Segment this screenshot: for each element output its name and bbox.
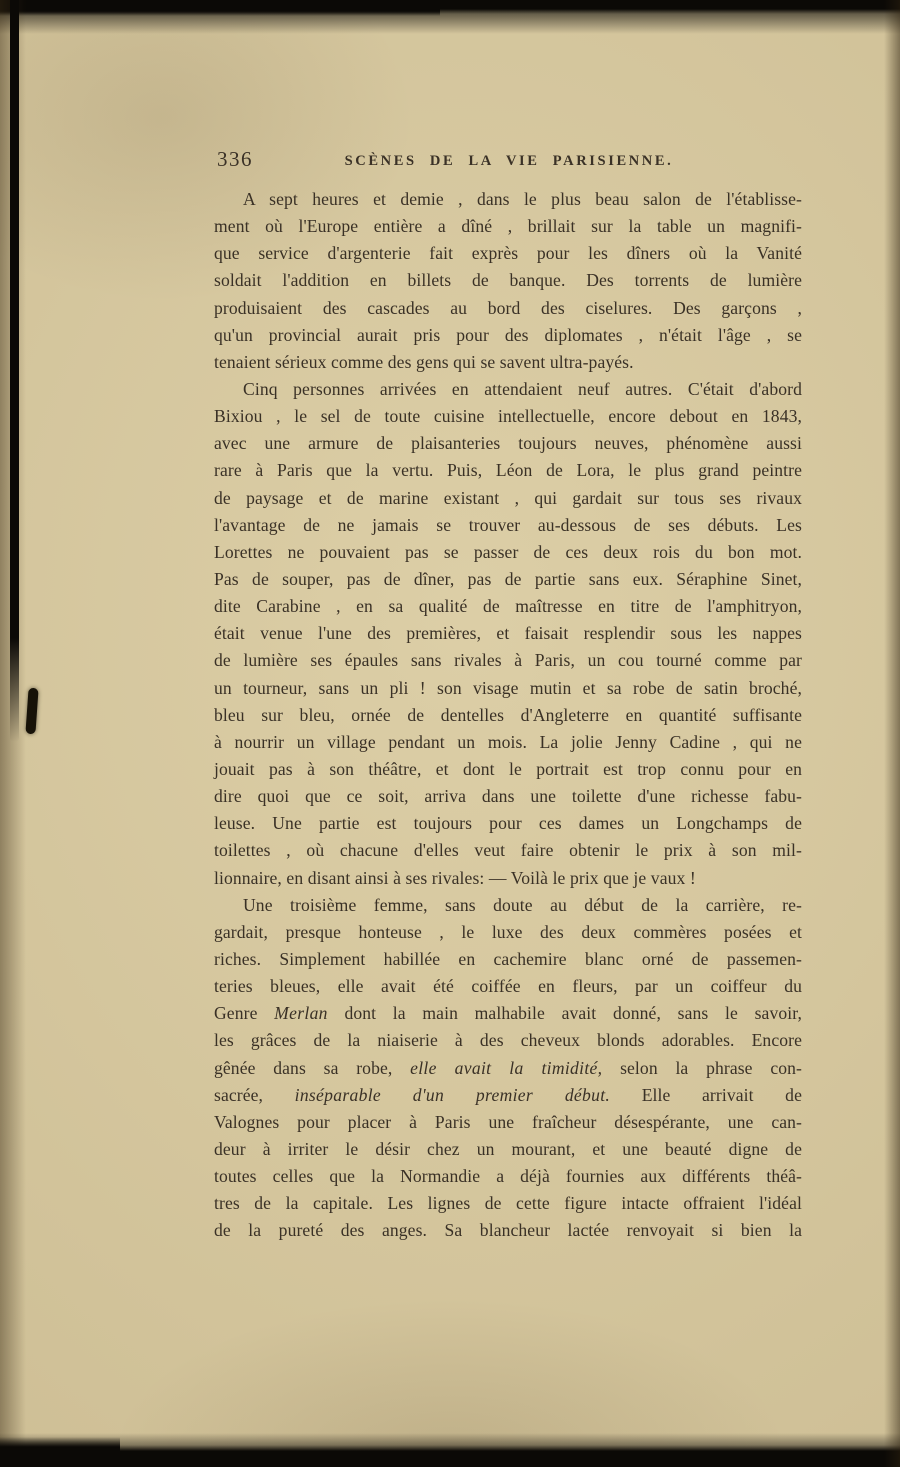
italic-text-segment: inséparable d'un premier début. bbox=[294, 1084, 611, 1105]
paragraph bbox=[214, 376, 802, 892]
text-line bbox=[214, 267, 802, 294]
text-line bbox=[214, 403, 802, 430]
text-segment: soldait l'addition en billets de banque. Des torrents de lumière bbox=[214, 270, 802, 291]
text-line bbox=[214, 973, 802, 1000]
text-segment: avec une armure de plaisanteries toujours neuves, phénomène aussi bbox=[214, 433, 802, 454]
text-segment: lionnaire, en disant ainsi à ses rivales: — Voilà le prix que je vaux ! bbox=[214, 867, 696, 888]
text-segment: tenaient sérieux comme des gens qui se savent ultra-payés. bbox=[214, 351, 634, 372]
text-segment: dont la main malhabile avait donné, sans le savoir, bbox=[327, 1003, 802, 1024]
page-number: 336 bbox=[217, 147, 253, 171]
text-segment: rare à Paris que la vertu. Puis, Léon de Lora, le plus grand peintre bbox=[214, 460, 802, 481]
text-segment: Une troisième femme, sans doute au début de la carrière, re- bbox=[243, 894, 802, 915]
text-line bbox=[214, 837, 802, 864]
text-segment: Cinq personnes arrivées en attendaient neuf autres. C'était d'abord bbox=[243, 378, 802, 399]
text-block bbox=[214, 186, 802, 1244]
text-line bbox=[214, 1055, 802, 1082]
text-line bbox=[214, 1027, 802, 1054]
page-header bbox=[215, 147, 803, 179]
text-line bbox=[214, 240, 802, 267]
text-segment: gênée dans sa robe, bbox=[214, 1057, 411, 1078]
text-segment: l'avantage de ne jamais se trouver au-dessous de ses débuts. Les bbox=[214, 514, 802, 535]
text-line bbox=[214, 1109, 802, 1136]
scan-edge-right bbox=[884, 0, 900, 1467]
text-segment: tres de la capitale. Les lignes de cette figure intacte offraient l'idéal bbox=[214, 1193, 802, 1214]
text-segment: Pas de souper, pas de dîner, pas de partie sans eux. Séraphine Sinet, bbox=[214, 568, 802, 589]
text-line bbox=[214, 376, 802, 403]
text-line bbox=[214, 1082, 802, 1109]
text-line bbox=[214, 702, 802, 729]
text-line bbox=[214, 485, 802, 512]
text-line bbox=[214, 457, 802, 484]
text-line bbox=[214, 322, 802, 349]
text-line bbox=[214, 1217, 802, 1244]
text-segment: les grâces de la niaiserie à des cheveux blonds adorables. Encore bbox=[214, 1030, 802, 1051]
scan-edge-top-left bbox=[0, 0, 440, 16]
text-line bbox=[214, 783, 802, 810]
text-segment: dite Carabine , en sa qualité de maîtresse en titre de l'amphitryon, bbox=[214, 596, 802, 617]
text-segment: deur à irriter le désir chez un mourant, et une beauté digne de bbox=[214, 1138, 802, 1159]
text-segment: produisaient des cascades au bord des ciselures. Des garçons , bbox=[214, 297, 802, 318]
scan-smudge-left-margin bbox=[25, 688, 38, 735]
text-segment: ment où l'Europe entière a dîné , brillait sur la table un magnifi- bbox=[214, 216, 802, 237]
text-segment: toutes celles que la Normandie a déjà fournies aux différents théâ- bbox=[214, 1166, 802, 1187]
text-segment: de lumière ses épaules sans rivales à Paris, un cou tourné comme par bbox=[214, 650, 802, 671]
text-line bbox=[214, 539, 802, 566]
text-line bbox=[214, 647, 802, 674]
text-line bbox=[214, 756, 802, 783]
text-segment: Valognes pour placer à Paris une fraîcheur désespérante, une can- bbox=[214, 1111, 802, 1132]
paragraph bbox=[214, 892, 802, 1245]
text-line bbox=[214, 620, 802, 647]
text-segment: leuse. Une partie est toujours pour ces dames un Longchamps de bbox=[214, 813, 802, 834]
text-segment: qu'un provincial aurait pris pour des diplomates , n'était l'âge , se bbox=[214, 324, 802, 345]
text-segment: sacrée, bbox=[214, 1084, 295, 1105]
text-segment: de paysage et de marine existant , qui gardait sur tous ses rivaux bbox=[214, 487, 802, 508]
text-segment: dire quoi que ce soit, arriva dans une toilette d'une richesse fabu- bbox=[214, 786, 802, 807]
text-segment: riches. Simplement habillée en cachemire blanc orné de passemen- bbox=[214, 948, 802, 969]
text-line bbox=[214, 919, 802, 946]
text-line bbox=[214, 729, 802, 756]
text-line bbox=[214, 675, 802, 702]
italic-text-segment: elle avait la timidité, bbox=[410, 1057, 603, 1078]
text-segment: Lorettes ne pouvaient pas se passer de ces deux rois du bon mot. bbox=[214, 541, 802, 562]
text-segment: selon la phrase con- bbox=[602, 1057, 802, 1078]
text-line bbox=[214, 593, 802, 620]
text-segment: Elle arrivait de bbox=[610, 1084, 802, 1105]
text-segment: bleu sur bleu, ornée de dentelles d'Angleterre en quantité suffisante bbox=[214, 704, 802, 725]
text-line bbox=[214, 810, 802, 837]
text-segment: de la pureté des anges. Sa blancheur lactée renvoyait si bien la bbox=[214, 1220, 802, 1241]
text-line bbox=[214, 295, 802, 322]
text-segment: un tourneur, sans un pli ! son visage mutin et sa robe de satin broché, bbox=[214, 677, 802, 698]
scan-edge-bottom bbox=[0, 1433, 900, 1467]
text-segment: A sept heures et demie , dans le plus beau salon de l'établisse- bbox=[243, 189, 802, 209]
text-line bbox=[214, 946, 802, 973]
text-line bbox=[214, 213, 802, 240]
running-title: SCÈNES DE LA VIE PARISIENNE. bbox=[344, 153, 674, 169]
italic-text-segment: Merlan bbox=[274, 1003, 328, 1024]
text-line bbox=[214, 1163, 802, 1190]
text-segment: teries bleues, elle avait été coiffée en fleurs, par un coiffeur du bbox=[214, 976, 802, 997]
text-segment: toilettes , où chacune d'elles veut faire obtenir le prix à son mil- bbox=[214, 840, 802, 861]
text-line bbox=[214, 1136, 802, 1163]
text-segment: était venue l'une des premières, et faisait resplendir sous les nappes bbox=[214, 623, 802, 644]
text-line bbox=[214, 566, 802, 593]
text-line bbox=[214, 430, 802, 457]
text-line bbox=[214, 1190, 802, 1217]
text-line bbox=[214, 865, 802, 892]
text-segment: Bixiou , le sel de toute cuisine intellectuelle, encore debout en 1843, bbox=[214, 406, 802, 427]
scan-edge-bottom-left bbox=[0, 1437, 120, 1467]
text-segment: gardait, presque honteuse , le luxe des deux commères posées et bbox=[214, 921, 802, 942]
text-line bbox=[214, 186, 802, 213]
paragraph bbox=[214, 186, 802, 376]
text-line bbox=[214, 512, 802, 539]
text-line bbox=[214, 1000, 802, 1027]
text-segment: à nourrir un village pendant un mois. La jolie Jenny Cadine , qui ne bbox=[214, 731, 802, 752]
text-segment: que service d'argenterie fait exprès pour les dîners où la Vanité bbox=[214, 243, 802, 264]
scan-edge-left-line bbox=[10, 0, 19, 742]
text-line bbox=[214, 349, 802, 376]
text-segment: Genre bbox=[214, 1003, 275, 1024]
text-segment: jouait pas à son théâtre, et dont le portrait est trop connu pour en bbox=[214, 758, 802, 779]
text-line bbox=[214, 892, 802, 919]
